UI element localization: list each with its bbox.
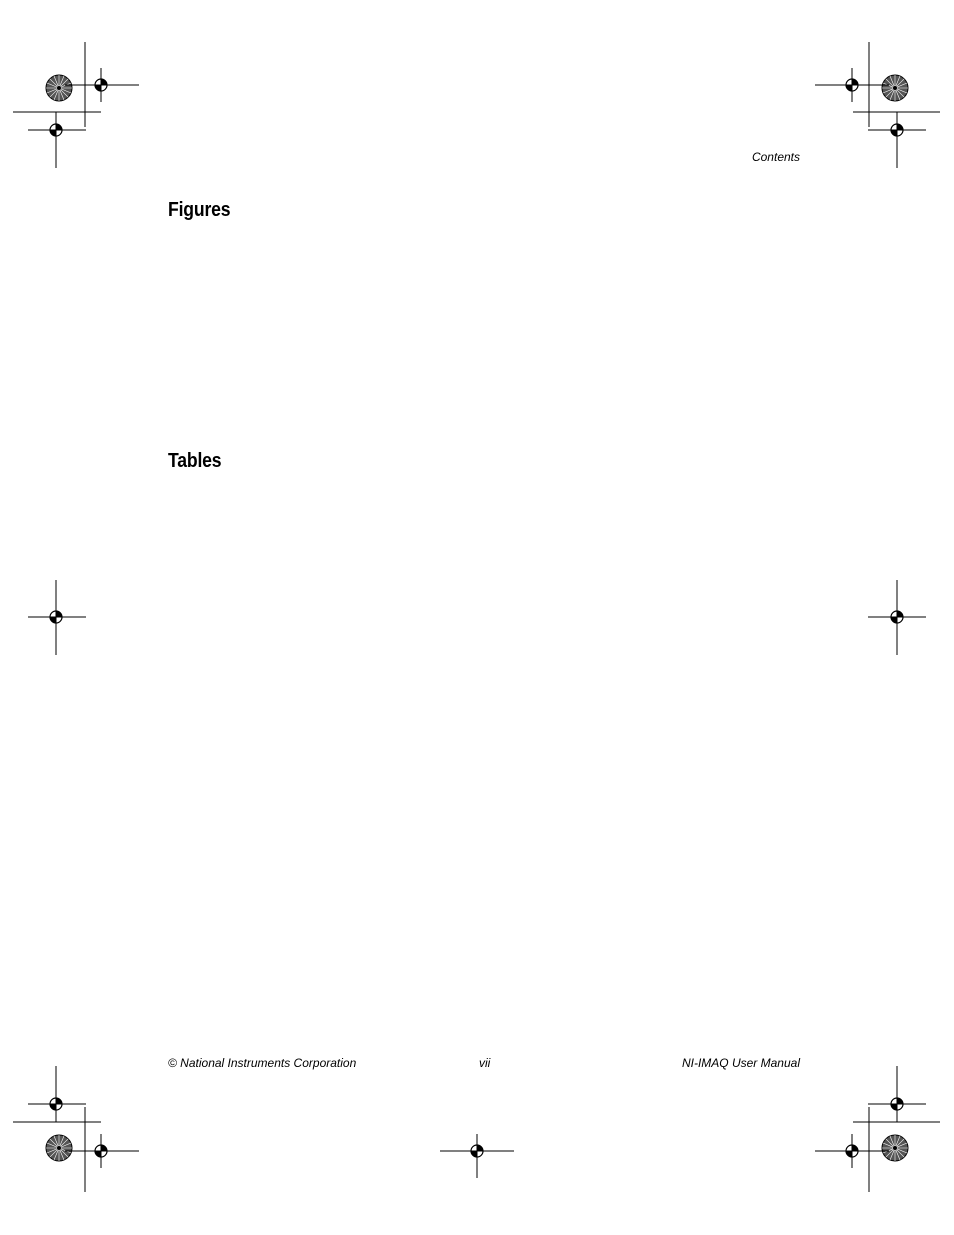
running-head: Contents [751,150,800,164]
page-number: vii [479,1056,491,1070]
footer-manual-title: NI-IMAQ User Manual [681,1056,800,1070]
footer-copyright: © National Instruments Corporation [168,1056,357,1070]
tables-heading: Tables [168,450,222,472]
figures-heading: Figures [168,199,231,221]
